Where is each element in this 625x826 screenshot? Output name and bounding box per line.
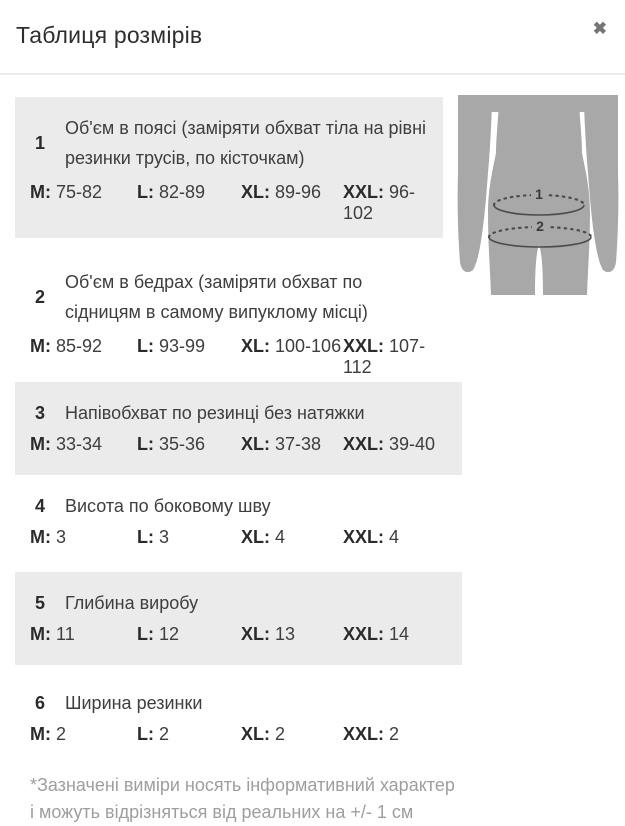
- row-description-block: [15, 267, 443, 327]
- footnote-line-2: і можуть відрізняться від реальних на +/- 1 см: [30, 802, 414, 822]
- size-cell-l: L: 12: [137, 624, 180, 644]
- size-cell-m: M: 2: [30, 724, 67, 744]
- body-measurement-diagram: [452, 95, 624, 295]
- row-number: 4: [35, 496, 46, 516]
- size-cell-m: M: 3: [30, 527, 67, 547]
- size-cell-xxl: XXL: 14: [343, 624, 410, 644]
- hip-line-label: 2: [536, 218, 544, 234]
- row-description: Висота по боковому шву: [65, 496, 271, 516]
- size-values: [30, 724, 462, 745]
- size-cell-l: L: 93-99: [137, 336, 206, 356]
- size-row-6: [15, 665, 462, 745]
- torso-silhouette-image: [452, 95, 624, 295]
- row-description: Напівобхват по резинці без натяжки: [65, 403, 365, 423]
- waist-line-label: 1: [535, 186, 543, 202]
- size-row-2: [15, 251, 443, 378]
- size-cell-xl: XL: 100-106: [241, 336, 342, 356]
- row-description: Глибина виробу: [65, 593, 199, 613]
- size-cell-xl: XL: 89-96: [241, 182, 322, 202]
- row-description: Ширина резинки: [65, 693, 203, 713]
- size-cell-xl: XL: 2: [241, 724, 286, 744]
- row-number: 6: [35, 693, 46, 713]
- size-cell-xxl: XXL: 39-40: [343, 434, 436, 454]
- size-cell-m: M: 85-92: [30, 336, 103, 356]
- size-cell-m: M: 33-34: [30, 434, 103, 454]
- size-cell-l: L: 3: [137, 527, 170, 547]
- size-cell-l: L: 35-36: [137, 434, 206, 454]
- size-values: [30, 527, 462, 548]
- size-cell-m: M: 11: [30, 624, 75, 644]
- row-number: 2: [35, 287, 46, 307]
- row-number: 5: [35, 593, 46, 613]
- size-cell-xxl: XXL: 96-102: [343, 182, 416, 223]
- footnote: [30, 772, 625, 826]
- footnote-line-1: *Зазначені виміри носять інформативний характер: [30, 775, 455, 795]
- size-row-5: [15, 572, 462, 665]
- row-description: Об'єм в бедрах (заміряти обхват по сідницям в самому випуклому місці): [65, 272, 368, 322]
- row-number: 3: [35, 403, 46, 423]
- row-description-block: [15, 692, 462, 714]
- size-row-3: [15, 382, 462, 475]
- row-description-block: [15, 113, 443, 173]
- size-values: [30, 182, 443, 224]
- size-cell-l: L: 2: [137, 724, 170, 744]
- size-cell-m: M: 75-82: [30, 182, 103, 202]
- modal-header: [0, 0, 625, 75]
- size-cell-l: L: 82-89: [137, 182, 206, 202]
- row-description-block: [15, 592, 462, 614]
- close-icon[interactable]: ✖: [592, 19, 607, 38]
- modal-title: Таблиця розмірів: [16, 22, 203, 48]
- row-description: Об'єм в поясі (заміряти обхват тіла на рівні резинки трусів, по кісточкам): [65, 118, 427, 168]
- size-cell-xxl: XXL: 4: [343, 527, 400, 547]
- row-description-block: [15, 402, 462, 424]
- size-row-1: [15, 97, 443, 238]
- size-values: [30, 336, 443, 378]
- row-description-block: [15, 495, 462, 517]
- size-values: [30, 624, 462, 645]
- size-row-4: [15, 475, 462, 572]
- size-cell-xl: XL: 37-38: [241, 434, 322, 454]
- size-values: [30, 434, 462, 455]
- size-cell-xxl: XXL: 2: [343, 724, 400, 744]
- size-cell-xl: XL: 4: [241, 527, 286, 547]
- size-cell-xxl: XXL: 107-112: [343, 336, 426, 377]
- size-cell-xl: XL: 13: [241, 624, 296, 644]
- row-number: 1: [35, 133, 46, 153]
